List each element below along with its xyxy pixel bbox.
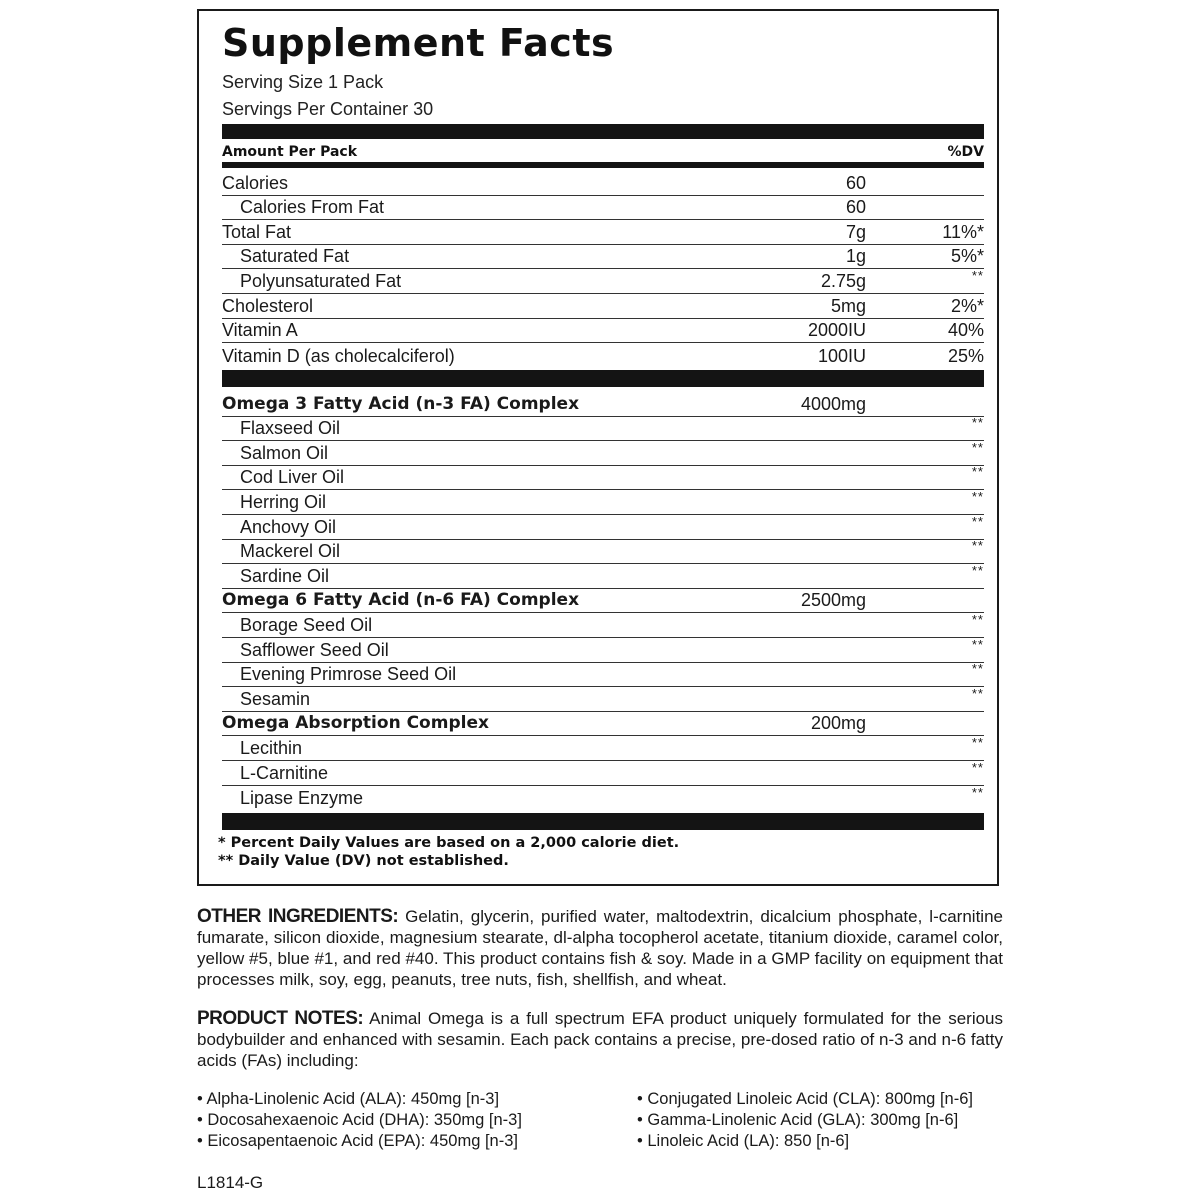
blend-row [222,736,984,761]
product-notes-label: PRODUCT NOTES: [197,1008,364,1029]
daily-value: ** [971,267,984,283]
servings-per-container: Servings Per Container 30 [222,99,434,119]
ingredient-name: Vitamin D (as cholecalciferol) [222,345,455,366]
nutrient-row [222,319,984,344]
amount-value: 60 [845,197,866,218]
blend-group-name: Omega 6 Fatty Acid (n-6 FA) Complex [222,590,580,611]
amount-value: 4000mg [800,393,866,414]
daily-value: ** [971,439,984,455]
daily-value: ** [971,513,984,529]
daily-value: ** [971,562,984,578]
blend-row [222,490,984,515]
amount-value: 5mg [830,295,866,316]
nutrient-row [222,294,984,319]
amount-value: 1g [845,246,866,267]
amount-per-pack-header: Amount Per Pack [222,144,358,160]
product-notes-text: Animal Omega is a full spectrum EFA product uniquely formulated for the serious bodybuilder and enhanced with sesamin. Each pack contains a precise, pre-dosed ratio of n-3 and n-6 fatty acids (FAs) including: [197,1009,1004,1070]
daily-value: ** [971,661,984,677]
ingredient-name: Evening Primrose Seed Oil [240,664,457,685]
ingredient-name: Sardine Oil [240,565,330,586]
daily-value: ** [971,464,984,480]
blend-row [222,441,984,466]
daily-value: ** [971,734,984,750]
blend-row [222,638,984,663]
fatty-acid-item: • Conjugated Linoleic Acid (CLA): 800mg [n-6] [637,1090,973,1108]
amount-value: 7g [845,221,866,242]
amount-value: 2.75g [820,270,866,291]
daily-value: ** [971,785,984,801]
ingredient-name: Lecithin [240,737,303,758]
daily-value: 11%* [942,221,984,242]
nutrient-row [222,171,984,196]
ingredient-name: Calories From Fat [240,197,385,218]
fatty-acid-item: • Docosahexaenoic Acid (DHA): 350mg [n-3] [197,1111,522,1129]
thick-divider [222,124,984,139]
nutrient-row [222,220,984,245]
serving-size: Serving Size 1 Pack [222,72,384,92]
ingredient-name: Lipase Enzyme [240,788,364,809]
fatty-acid-list-left [197,1089,617,1152]
panel-title: Supplement Facts [222,21,615,65]
daily-value: ** [971,759,984,775]
daily-value: ** [971,611,984,627]
daily-value: ** [971,685,984,701]
ingredient-name: Herring Oil [240,491,327,512]
ingredient-name: Polyunsaturated Fat [240,270,402,291]
ingredient-name: Vitamin A [222,320,298,341]
ingredient-name: Saturated Fat [240,246,350,267]
blend-group-name: Omega Absorption Complex [222,713,489,734]
ingredient-name: Flaxseed Oil [240,418,341,439]
blend-row [222,564,984,589]
fatty-acid-item: • Gamma-Linolenic Acid (GLA): 300mg [n-6] [637,1111,959,1129]
amount-value: 60 [845,172,866,193]
ingredient-name: Cholesterol [222,295,314,316]
nutrient-row [222,196,984,221]
fatty-acid-item: • Eicosapentaenoic Acid (EPA): 450mg [n-3] [197,1132,518,1150]
ingredient-name: L-Carnitine [240,762,329,783]
blend-row [222,589,984,614]
fatty-acid-list-right [637,1089,997,1152]
other-ingredients [197,906,1003,990]
section-divider [222,370,984,387]
daily-value: 5%* [950,246,984,267]
daily-value: ** [971,636,984,652]
blend-row [222,417,984,442]
nutrient-row [222,245,984,270]
amount-value: 200mg [810,713,866,734]
daily-value: 40% [947,320,984,341]
ingredient-name: Total Fat [222,221,292,242]
other-ingredients-text: Gelatin, glycerin, purified water, maltodextrin, dicalcium phosphate, l-carnitine fumarate, silicon dioxide, magnesium stearate, dl-alpha tocopherol acetate, titanium dioxide, caramel color, yellow #5, blue #1, and red #40. This product contains fish & soy. Made in a GMP facility on equipment that processes milk, soy, egg, peanuts, tree nuts, fish, shellfish, and wheat. [197,907,1003,989]
daily-value: 2%* [950,295,984,316]
blend-row [222,540,984,565]
lot-code: L1814-G [197,1173,264,1192]
footer-divider [222,813,984,830]
amount-value: 2500mg [800,590,866,611]
daily-value-header: %DV [947,144,984,160]
fatty-acid-item: • Linoleic Acid (LA): 850 [n-6] [637,1132,850,1150]
nutrient-row [222,343,984,368]
blend-row [222,515,984,540]
other-ingredients-label: OTHER INGREDIENTS: [197,906,399,927]
ingredient-name: Borage Seed Oil [240,614,373,635]
ingredient-name: Salmon Oil [240,442,329,463]
header-divider [222,162,984,168]
product-notes [197,1008,1003,1071]
amount-value: 2000IU [807,320,866,341]
blend-row [222,786,984,811]
blend-row [222,392,984,417]
daily-value: ** [971,415,984,431]
daily-value: ** [971,488,984,504]
nutrient-row [222,269,984,294]
blend-row [222,663,984,688]
footnote-percent-dv: * Percent Daily Values are based on a 2,000 calorie diet. [218,835,680,851]
blend-row [222,761,984,786]
footnote-dv-not-established: ** Daily Value (DV) not established. [218,853,509,869]
fatty-acid-item: • Alpha-Linolenic Acid (ALA): 450mg [n-3] [197,1090,500,1108]
ingredient-name: Safflower Seed Oil [240,639,389,660]
daily-value: 25% [947,345,984,366]
ingredient-name: Calories [222,172,289,193]
amount-value: 100IU [817,345,866,366]
blend-row [222,613,984,638]
ingredient-name: Anchovy Oil [240,516,337,537]
ingredient-name: Mackerel Oil [240,541,341,562]
blend-group-name: Omega 3 Fatty Acid (n-3 FA) Complex [222,393,580,414]
blend-row [222,466,984,491]
ingredient-name: Cod Liver Oil [240,467,345,488]
ingredient-name: Sesamin [240,688,311,709]
blend-row [222,687,984,712]
blend-row [222,712,984,737]
daily-value: ** [971,538,984,554]
